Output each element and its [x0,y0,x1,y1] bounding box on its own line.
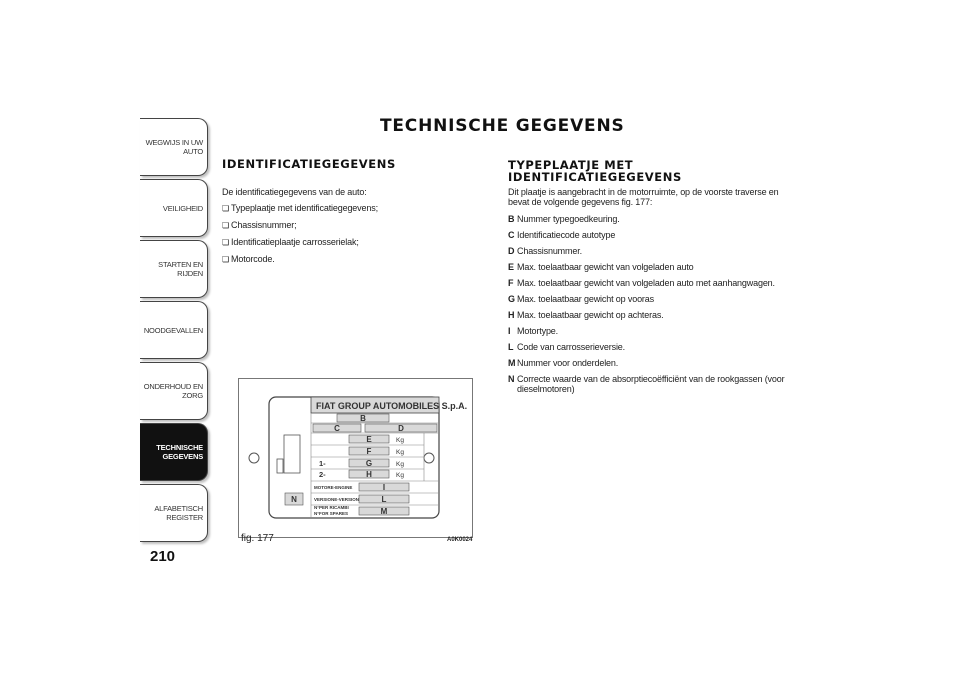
tab-label: ALFABETISCH REGISTER [154,504,203,522]
plate-unit: Kg [396,449,404,456]
code-letter: H [508,310,515,320]
code-line [508,291,788,307]
identification-intro: De identificatiegegevens van de auto: [222,187,367,197]
tab-technische-gegevens[interactable] [140,423,208,481]
page-title: TECHNISCHE GEGEVENS [380,116,625,136]
plate-letter-e: E [366,435,372,444]
code-letter: B [508,214,515,224]
code-description: Code van carrosserieversie. [517,342,625,352]
tab-wegwijs[interactable] [140,118,208,176]
code-description: Max. toelaatbaar gewicht van volgeladen auto [517,262,694,272]
code-line [508,371,788,394]
plate-letter-i: I [382,483,386,492]
code-letter: F [508,278,514,288]
list-item: ❏ Identificatieplaatje carrosserielak; [222,234,472,251]
code-letter: G [508,294,515,304]
figure-caption: fig. 177 [241,533,274,544]
plate-unit: Kg [396,472,404,479]
code-description: Max. toelaatbaar gewicht van volgeladen auto met aanhangwagen. [517,278,775,288]
code-description: Nummer typegoedkeuring. [517,214,620,224]
code-description: Nummer voor onderdelen. [517,358,619,368]
tab-onderhoud-en-zorg[interactable] [140,362,208,420]
code-line [508,243,788,259]
code-line [508,227,788,243]
code-line [508,211,788,227]
plate-codes [508,187,788,394]
code-description: Max. toelaatbaar gewicht op achteras. [517,310,664,320]
tab-starten-en-rijden[interactable] [140,240,208,298]
plate-row-1: 1- [319,459,326,468]
code-description: Motortype. [517,326,559,336]
list-item: ❏ Chassisnummer; [222,217,472,234]
identification-plate-illustration [239,379,472,537]
identification-list [222,184,472,268]
code-description: Chassisnummer. [517,246,582,256]
code-line [508,275,788,291]
plate-letter-c: C [334,424,340,433]
plate-unit: Kg [396,461,404,468]
plate-letter-h: H [366,470,372,479]
heading-line: TYPEPLAATJE MET [508,158,634,172]
plate-parts-label: N°FOR SPARES [314,511,348,516]
list-item: ❏ Motorcode. [222,251,472,268]
tab-veiligheid[interactable] [140,179,208,237]
tab-label: WEGWIJS IN UW AUTO [145,138,203,156]
plate-parts-label: N°PER RICAMBI [314,505,349,510]
tab-alfabetisch-register[interactable] [140,484,208,542]
plate-letter-f: F [366,447,372,456]
code-line [508,307,788,323]
code-letter: N [508,374,515,384]
plate-letter-m: M [380,507,388,516]
tab-label: TECHNISCHE GEGEVENS [156,443,203,461]
tab-label: STARTEN EN RIJDEN [158,260,203,278]
code-line [508,323,788,339]
tab-noodgevallen[interactable] [140,301,208,359]
plate-left-box [284,435,300,473]
code-letter: L [508,342,514,352]
plate-letter-d: D [398,424,404,433]
code-letter: E [508,262,514,272]
plate-letter-g: G [365,459,373,468]
mounting-hole-left [249,453,259,463]
code-line [508,339,788,355]
identificatiegegevens-heading: IDENTIFICATIEGEGEVENS [222,157,396,171]
code-description: Correcte waarde van de absorptiecoëfficiënt van de rookgassen (voor dieselmotoren) [517,374,785,394]
plate-version-label: VERSIONE-VERSION [314,497,360,502]
typeplaatje-heading [508,159,682,183]
heading-line: IDENTIFICATIEGEGEVENS [508,170,682,184]
code-letter: D [508,246,515,256]
plate-row-2: 2- [319,470,326,479]
plate-letter-n: N [291,495,297,504]
tab-label: ONDERHOUD EN ZORG [143,382,203,400]
plate-manufacturer: FIAT GROUP AUTOMOBILES S.p.A. [316,401,468,411]
plate-letter-b: B [360,414,366,423]
plate-letter-l: L [381,495,387,504]
page-number: 210 [150,548,176,565]
mounting-hole-right [424,453,434,463]
code-letter: M [508,358,516,368]
figure-177 [238,378,473,538]
plate-left-tab [277,459,283,473]
plate-unit: Kg [396,437,404,444]
code-letter: C [508,230,515,240]
code-line [508,259,788,275]
code-description: Max. toelaatbaar gewicht op vooras [517,294,654,304]
code-line [508,355,788,371]
code-letter: I [508,326,511,336]
plate-intro: Dit plaatje is aangebracht in de motorruimte, op de voorste traverse en bevat de volgende gegevens fig. 177: [508,187,779,207]
tab-label: NOODGEVALLEN [143,325,203,335]
plate-engine-label: MOTORE-ENGINE [314,485,353,490]
code-description: Identificatiecode autotype [517,230,616,240]
list-item: ❏ Typeplaatje met identificatiegegevens; [222,200,472,217]
tab-label: VEILIGHEID [162,203,203,213]
figure-code: A0K0024 [447,537,473,543]
